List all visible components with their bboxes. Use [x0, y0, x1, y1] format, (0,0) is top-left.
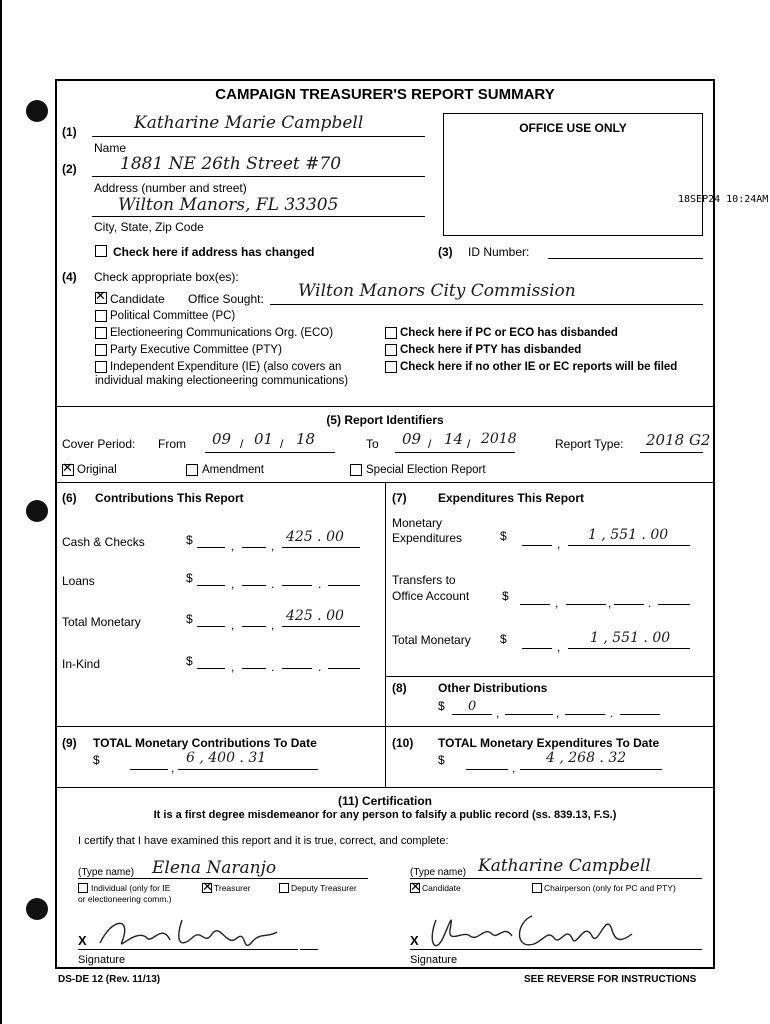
divider [55, 406, 715, 407]
section-number: (2) [62, 162, 77, 176]
dollar-sign: $ [500, 529, 507, 543]
no-other-reports-label: Check here if no other IE or EC reports will be filed [400, 361, 678, 373]
original-label: Original [77, 464, 117, 476]
pty-disbanded-checkbox[interactable] [385, 344, 397, 356]
form-number: DS-DE 12 (Rev. 11/13) [58, 974, 161, 985]
pty-checkbox[interactable] [95, 344, 107, 356]
total-monetary-field[interactable] [282, 626, 360, 627]
address-line [92, 176, 425, 177]
expenditures-heading: Expenditures This Report [438, 491, 585, 505]
report-type-line [640, 452, 703, 453]
total-contributions-heading: TOTAL Monetary Contributions To Date [93, 736, 317, 750]
chairperson-label: Chairperson (only for PC and PTY) [544, 883, 676, 893]
punch-hole [26, 898, 48, 920]
id-number-label: ID Number: [468, 245, 530, 259]
candidate-signature-line [410, 949, 702, 950]
certify-statement: I certify that I have examined this report and it is true, correct, and complete: [78, 835, 449, 847]
from-month: 09 [212, 430, 232, 448]
dollar-sign: $ [186, 654, 193, 668]
candidate-name-value: Katharine Marie Campbell [134, 113, 364, 133]
in-kind-field[interactable] [282, 668, 312, 669]
name-label: Name [94, 141, 127, 155]
section-number: (9) [62, 736, 77, 750]
dollar-sign: $ [186, 571, 193, 585]
to-year: 2018 [481, 431, 517, 447]
monetary-expenditures-field[interactable] [568, 545, 690, 546]
to-day: 14 [444, 430, 464, 448]
no-other-reports-checkbox[interactable] [385, 361, 397, 373]
treasurer-signature-line [78, 949, 298, 950]
signature-label: Signature [78, 954, 126, 966]
cash-checks-label: Cash & Checks [62, 535, 145, 549]
loans-field[interactable] [282, 585, 312, 586]
office-sought-line [270, 304, 703, 305]
section-number: (7) [392, 491, 407, 505]
individual-label: Individual (only for IE [91, 883, 171, 893]
dollar-sign: $ [500, 632, 507, 646]
individual-label-cont: or electioneering comm.) [78, 894, 172, 904]
type-name-label: (Type name) [410, 867, 467, 878]
treasurer-name-line [78, 878, 368, 879]
total-monetary-label: Total Monetary [62, 615, 141, 629]
treasurer-name-value: Elena Naranjo [152, 858, 277, 878]
treasurer-signature [92, 908, 292, 958]
signature-x: X [410, 933, 419, 948]
total-expenditures-field[interactable] [520, 769, 662, 770]
from-line [205, 452, 335, 453]
form-title: CAMPAIGN TREASURER'S REPORT SUMMARY [215, 86, 555, 103]
office-use-label: OFFICE USE ONLY [519, 121, 627, 135]
address-value: 1881 NE 26th Street #70 [120, 154, 342, 174]
dollar-sign: $ [186, 533, 193, 547]
to-label: To [366, 437, 379, 451]
monetary-label: Monetary [392, 516, 443, 530]
address-label: Address (number and street) [94, 181, 247, 195]
pc-label: Political Committee (PC) [110, 310, 236, 322]
section-number: (6) [62, 491, 77, 505]
candidate-cert-label: Candidate [422, 883, 461, 893]
dollar-sign: $ [502, 589, 509, 603]
signature-label: Signature [410, 954, 458, 966]
amendment-label: Amendment [202, 464, 265, 476]
amendment-checkbox[interactable] [186, 464, 198, 476]
column-divider [385, 482, 386, 787]
contributions-heading: Contributions This Report [95, 491, 244, 505]
office-sought-value: Wilton Manors City Commission [298, 281, 576, 301]
ie-label: Independent Expenditure (IE) (also covers an [110, 361, 342, 373]
transfers-label: Transfers to [392, 573, 456, 587]
pty-disbanded-label: Check here if PTY has disbanded [400, 344, 582, 356]
total-expenditures-heading: TOTAL Monetary Expenditures To Date [438, 736, 660, 750]
candidate-checkbox[interactable] [95, 292, 107, 304]
city-line [92, 216, 425, 217]
cash-checks-field[interactable] [282, 547, 360, 548]
from-day: 01 [254, 430, 274, 448]
section-number: (8) [392, 681, 407, 695]
certification-heading: (11) Certification [337, 794, 433, 808]
chairperson-checkbox[interactable] [532, 883, 542, 893]
other-distributions-value: 0 [468, 699, 477, 714]
pty-label: Party Executive Committee (PTY) [110, 344, 282, 356]
total-monetary-value: 425 . 00 [286, 608, 344, 624]
deputy-treasurer-checkbox[interactable] [279, 883, 289, 893]
total-expenditures-value: 4 , 268 . 32 [546, 750, 627, 766]
report-type-label: Report Type: [555, 437, 624, 451]
total-contributions-value: 6 , 400 . 31 [186, 750, 267, 766]
name-line [92, 136, 425, 137]
certification-warning: It is a first degree misdemeanor for any person to falsify a public record (ss. 839.13, F.S.) [153, 809, 617, 821]
address-changed-label: Check here if address has changed [113, 245, 315, 259]
office-account-label: Office Account [392, 589, 470, 603]
punch-hole [26, 100, 48, 122]
signature-x: X [78, 933, 87, 948]
id-number-field[interactable] [548, 258, 703, 259]
eco-label: Electioneering Communications Org. (ECO) [110, 327, 334, 339]
loans-label: Loans [62, 574, 95, 588]
cash-checks-value: 425 . 00 [286, 529, 344, 545]
candidate-cert-checkbox[interactable] [410, 883, 420, 893]
monetary-expenditures-value: 1 , 551 . 00 [588, 527, 669, 543]
section-number: (4) [62, 270, 77, 284]
report-type-value: 2018 G2 [646, 431, 711, 449]
exp-total-monetary-field[interactable] [568, 648, 690, 649]
other-distributions-heading: Other Distributions [438, 681, 548, 695]
exp-total-monetary-value: 1 , 551 . 00 [590, 630, 671, 646]
exp-total-monetary-label: Total Monetary [392, 633, 471, 647]
to-line [395, 452, 515, 453]
dollar-sign: $ [438, 753, 445, 767]
original-checkbox[interactable] [62, 464, 74, 476]
pc-disbanded-checkbox[interactable] [385, 327, 397, 339]
in-kind-label: In-Kind [62, 657, 101, 671]
cover-period-label: Cover Period: [62, 437, 136, 451]
treasurer-label: Treasurer [214, 883, 251, 893]
divider [55, 726, 715, 727]
to-month: 09 [402, 430, 422, 448]
section-number: (3) [438, 245, 453, 259]
eco-checkbox[interactable] [95, 327, 107, 339]
treasurer-checkbox[interactable] [202, 883, 212, 893]
transfers-field[interactable] [566, 604, 606, 605]
section-number: (1) [62, 125, 77, 139]
ie-label-cont: individual making electioneering communications) [95, 375, 349, 387]
dollar-sign: $ [438, 699, 445, 713]
punch-hole [26, 500, 48, 522]
address-changed-checkbox[interactable] [95, 245, 107, 257]
divider [385, 676, 715, 677]
expenditures-label: Expenditures [392, 531, 463, 545]
received-stamp: 18SEP24 10:24AM [678, 194, 769, 205]
page-edge [0, 0, 2, 1024]
dollar-sign: $ [186, 612, 193, 626]
report-identifiers-heading: (5) Report Identifiers [326, 413, 444, 427]
special-election-label: Special Election Report [366, 464, 486, 476]
other-distributions-field[interactable] [452, 714, 492, 715]
pc-disbanded-label: Check here if PC or ECO has disbanded [400, 327, 618, 339]
ie-checkbox[interactable] [95, 361, 107, 373]
office-sought-label: Office Sought: [188, 292, 264, 306]
candidate-label: Candidate [110, 292, 165, 306]
candidate-name-line [410, 878, 702, 879]
from-year: 18 [296, 430, 316, 448]
divider [55, 787, 715, 788]
deputy-treasurer-label: Deputy Treasurer [291, 883, 357, 893]
city-label: City, State, Zip Code [94, 220, 204, 234]
total-contributions-field[interactable] [178, 769, 318, 770]
from-label: From [158, 437, 186, 451]
section-number: (10) [392, 736, 414, 750]
city-value: Wilton Manors, FL 33305 [118, 195, 339, 215]
check-boxes-label: Check appropriate box(es): [94, 270, 239, 284]
see-reverse-note: SEE REVERSE FOR INSTRUCTIONS [524, 974, 697, 985]
pc-checkbox[interactable] [95, 310, 107, 322]
special-election-checkbox[interactable] [350, 464, 362, 476]
dollar-sign: $ [93, 753, 100, 767]
individual-checkbox[interactable] [78, 883, 88, 893]
type-name-label: (Type name) [78, 867, 135, 878]
candidate-name-signed: Katharine Campbell [478, 856, 651, 876]
